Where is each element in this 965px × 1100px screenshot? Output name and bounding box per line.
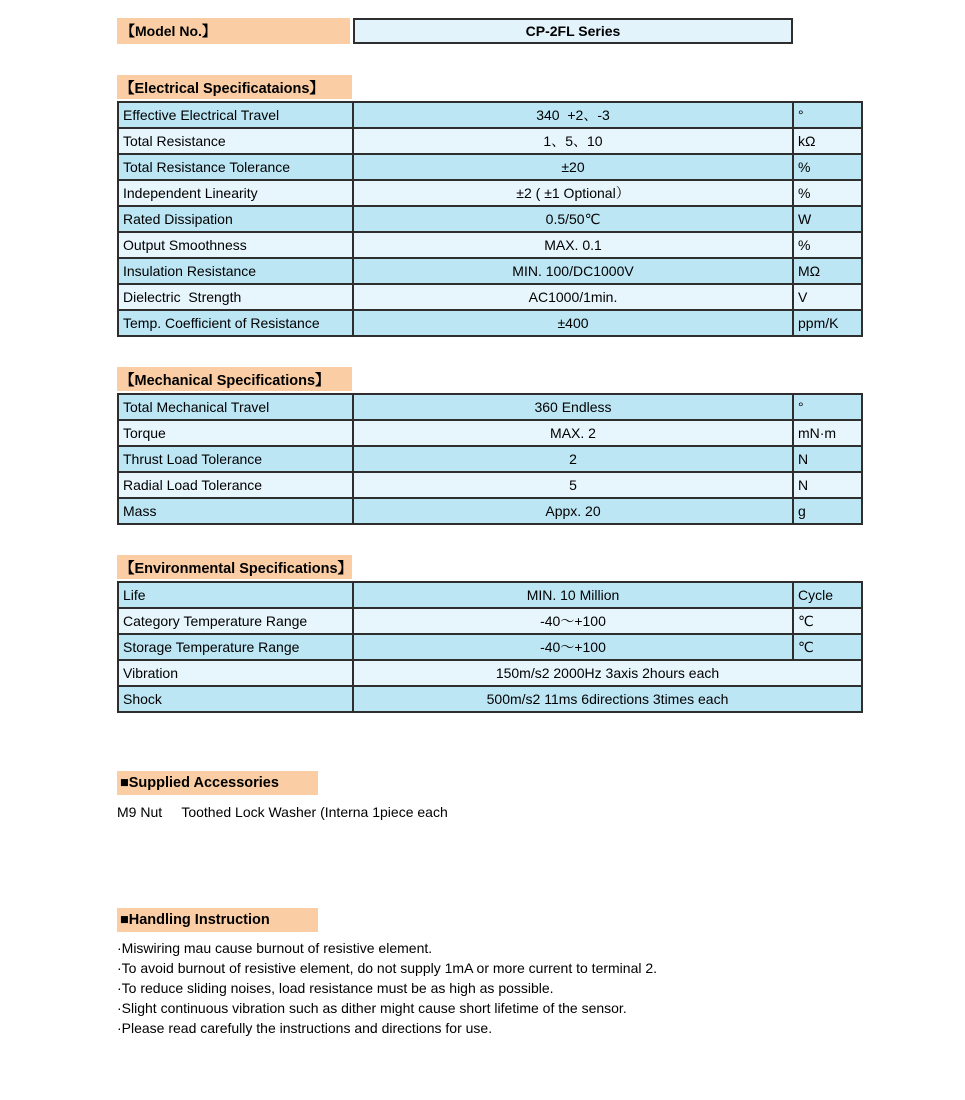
spec-row — [118, 206, 862, 232]
mechanical-specs-heading: 【Mechanical Specifications】 — [117, 367, 352, 391]
spec-label: Radial Load Tolerance — [118, 472, 353, 498]
spec-unit: ppm/K — [793, 310, 862, 336]
supplied-accessories-text: M9 Nut Toothed Lock Washer (Interna 1piece each — [117, 804, 448, 820]
mechanical-spec-table — [117, 393, 863, 525]
spec-unit: W — [793, 206, 862, 232]
spec-row — [118, 284, 862, 310]
spec-row — [118, 472, 862, 498]
spec-value: 0.5/50℃ — [353, 206, 793, 232]
environmental-specs-heading: 【Environmental Specifications】 — [117, 555, 352, 579]
spec-label: Rated Dissipation — [118, 206, 353, 232]
spec-label: Insulation Resistance — [118, 258, 353, 284]
spec-label: Independent Linearity — [118, 180, 353, 206]
handling-instruction-item: ·Slight continuous vibration such as dither might cause short lifetime of the sensor. — [117, 1000, 627, 1016]
spec-label: Life — [118, 582, 353, 608]
spec-row — [118, 128, 862, 154]
spec-label: Torque — [118, 420, 353, 446]
handling-instruction-heading: ■Handling Instruction — [117, 908, 318, 932]
spec-value: 1、5、10 — [353, 128, 793, 154]
electrical-spec-table — [117, 101, 863, 337]
handling-instruction-item: ·Please read carefully the instructions and directions for use. — [117, 1020, 493, 1036]
supplied-accessories-heading: ■Supplied Accessories — [117, 771, 318, 795]
spec-value: AC1000/1min. — [353, 284, 793, 310]
spec-row — [118, 686, 862, 712]
spec-unit: ℃ — [793, 608, 862, 634]
handling-instruction-item: ·To reduce sliding noises, load resistance must be as high as possible. — [117, 980, 554, 996]
spec-unit: ℃ — [793, 634, 862, 660]
spec-row — [118, 180, 862, 206]
spec-value: 360 Endless — [353, 394, 793, 420]
spec-label: Temp. Coefficient of Resistance — [118, 310, 353, 336]
spec-row — [118, 582, 862, 608]
spec-unit: ° — [793, 394, 862, 420]
spec-value: ±2 ( ±1 Optional） — [353, 180, 793, 206]
spec-row — [118, 394, 862, 420]
model-series-value: CP-2FL Series — [353, 18, 793, 44]
spec-row — [118, 420, 862, 446]
spec-row — [118, 310, 862, 336]
spec-row — [118, 232, 862, 258]
spec-label: Storage Temperature Range — [118, 634, 353, 660]
spec-value: Appx. 20 — [353, 498, 793, 524]
handling-instruction-item: ·To avoid burnout of resistive element, do not supply 1mA or more current to terminal 2. — [117, 960, 658, 976]
spec-unit: % — [793, 180, 862, 206]
spec-label: Dielectric Strength — [118, 284, 353, 310]
spec-unit: mN·m — [793, 420, 862, 446]
spec-value: -40～+100 — [353, 608, 793, 634]
spec-unit: V — [793, 284, 862, 310]
spec-unit: N — [793, 472, 862, 498]
spec-unit: MΩ — [793, 258, 862, 284]
environmental-spec-table — [117, 581, 863, 713]
spec-unit: % — [793, 232, 862, 258]
spec-label: Total Resistance Tolerance — [118, 154, 353, 180]
spec-row — [118, 498, 862, 524]
model-no-header: 【Model No.】 — [117, 18, 350, 44]
spec-unit: g — [793, 498, 862, 524]
spec-label: Total Mechanical Travel — [118, 394, 353, 420]
spec-row — [118, 660, 862, 686]
spec-row — [118, 446, 862, 472]
spec-label: Thrust Load Tolerance — [118, 446, 353, 472]
spec-label: Mass — [118, 498, 353, 524]
spec-value: ±400 — [353, 310, 793, 336]
spec-unit: Cycle — [793, 582, 862, 608]
spec-value: 340 +2、-3 — [353, 102, 793, 128]
spec-unit: kΩ — [793, 128, 862, 154]
spec-value: MIN. 100/DC1000V — [353, 258, 793, 284]
spec-label: Vibration — [118, 660, 353, 686]
datasheet-page — [117, 0, 917, 1038]
spec-row — [118, 608, 862, 634]
model-number-row — [117, 18, 917, 44]
spec-label: Shock — [118, 686, 353, 712]
spec-value: ±20 — [353, 154, 793, 180]
spec-value: 500m/s2 11ms 6directions 3times each — [353, 686, 862, 712]
spec-row — [118, 102, 862, 128]
spec-value: MAX. 2 — [353, 420, 793, 446]
spec-row — [118, 634, 862, 660]
spec-label: Effective Electrical Travel — [118, 102, 353, 128]
spec-row — [118, 154, 862, 180]
spec-value: MIN. 10 Million — [353, 582, 793, 608]
spec-value: 5 — [353, 472, 793, 498]
spec-label: Total Resistance — [118, 128, 353, 154]
spec-unit: N — [793, 446, 862, 472]
spec-unit: ° — [793, 102, 862, 128]
spec-value: MAX. 0.1 — [353, 232, 793, 258]
spec-value: -40～+100 — [353, 634, 793, 660]
spec-unit: % — [793, 154, 862, 180]
spec-value: 2 — [353, 446, 793, 472]
handling-instruction-item: ·Miswiring mau cause burnout of resistive element. — [117, 940, 433, 956]
handling-instruction-list — [117, 938, 917, 1038]
electrical-specs-heading: 【Electrical Specificataions】 — [117, 75, 352, 99]
spec-label: Output Smoothness — [118, 232, 353, 258]
spec-row — [118, 258, 862, 284]
spec-value: 150m/s2 2000Hz 3axis 2hours each — [353, 660, 862, 686]
spec-label: Category Temperature Range — [118, 608, 353, 634]
